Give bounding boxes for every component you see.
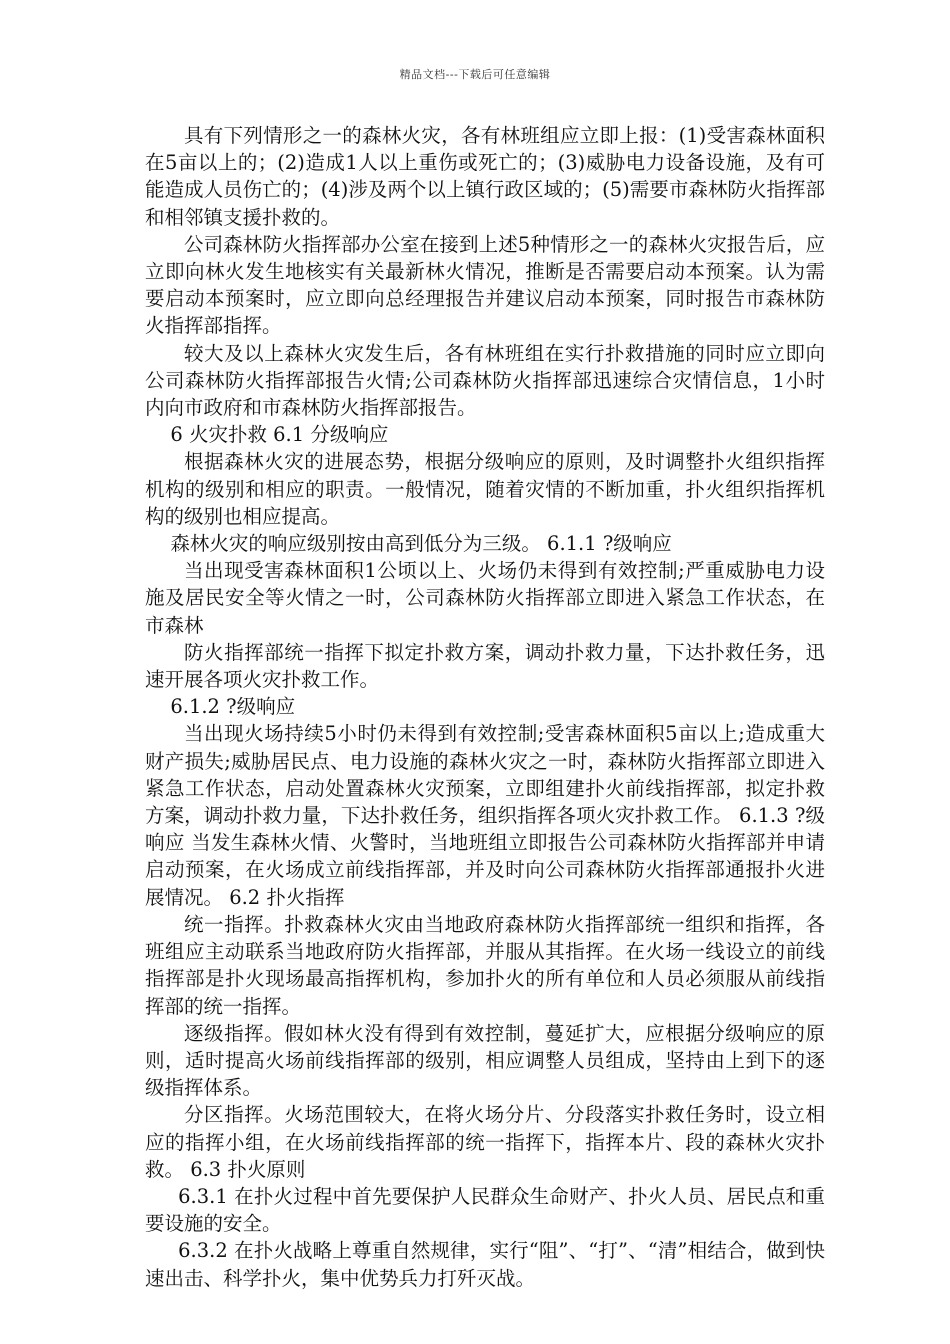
section-heading-6-1-2: 6.1.2 ?级响应 [170,695,296,719]
paragraph-zone-command: 分区指挥。火场范围较大，在将火场分片、分段落实扑救任务时，设立相应的指挥小组，在火场前线指挥部的统一指挥下，指挥本片、段的森林火灾扑救。 6.3 扑火原则 [145,1103,825,1181]
page-header: 精品文档---下载后可任意编辑 [399,68,551,81]
paragraph-major-fire-report: 较大及以上森林火灾发生后，各有林班组在实行扑救措施的同时应立即向公司森林防火指挥部报告火情;公司森林防火指挥部迅速综合灾情信息，1小时内向市政府和市森林防火指挥部报告。 [145,341,825,420]
paragraph-response-levels: 森林火灾的响应级别按由高到低分为三级。 6.1.1 ?级响应 [170,532,672,556]
paragraph-unified-command: 统一指挥。扑救森林火灾由当地政府森林防火指挥部统一组织和指挥，各班组应主动联系当地政府防火指挥部，并服从其指挥。在火场一线设立的前线指挥部是扑火现场最高指挥机构，参加扑火的所有单位和人员必须服从前线指挥部的统一指挥。 [145,912,825,1018]
paragraph-principle-6-3-1: 6.3.1 在扑火过程中首先要保护人民群众生命财产、扑火人员、居民点和重要设施的安全。 [145,1184,825,1236]
section-heading-fire-fighting: 6 火灾扑救 6.1 分级响应 [170,423,389,447]
paragraph-level-2-response: 当出现火场持续5小时仍未得到有效控制;受害森林面积5亩以上;造成重大财产损失;威胁居民点、电力设施的森林火灾之一时，森林防火指挥部立即进入紧急工作状态，启动处置森林火灾预案，立即组建扑火前线指挥部，拟定扑救方案，调动扑救力量，下达扑救任务，组织指挥各项火灾扑救工作。 6.1.3 ?级响应 当发生森林火情、火警时，当地班组立即报告公司森林防火指挥部并申请启动预案，在火场成立前线指挥部，并及时向公司森林防火指挥部通报扑火进展情况。 6.2 扑火指挥 [145,722,825,909]
paragraph-step-command: 逐级指挥。假如林火没有得到有效控制，蔓延扩大，应根据分级响应的原则，适时提高火场前线指挥部的级别，相应调整人员组成，坚持由上到下的逐级指挥体系。 [145,1021,825,1100]
paragraph-report-conditions: 具有下列情形之一的森林火灾，各有林班组应立即上报：(1)受害森林面积在5亩以上的；(2)造成1人以上重伤或死亡的；(3)威胁电力设备设施，及有可能造成人员伤亡的；(4)涉及两个以上镇行政区域的；(5)需要市森林防火指挥部和相邻镇支援扑救的。 [145,124,825,229]
paragraph-office-verification: 公司森林防火指挥部办公室在接到上述5种情形之一的森林火灾报告后，应立即向林火发生地核实有关最新林火情况，推断是否需要启动本预案。认为需要启动本预案时，应立即向总经理报告并建议启动本预案，同时报告市森林防火指挥部指挥。 [145,232,825,338]
paragraph-graded-response: 根据森林火灾的进展态势，根据分级响应的原则，及时调整扑火组织指挥机构的级别和相应的职责。一般情况，随着灾情的不断加重，扑火组织指挥机构的级别也相应提高。 [145,450,825,528]
document-body [145,122,825,1292]
paragraph-principle-6-3-2: 6.3.2 在扑火战略上尊重自然规律，实行“阻”、“打”、“清”相结合，做到快速出击、科学扑火，集中优势兵力打歼灭战。 [145,1239,825,1290]
paragraph-level-1-continued: 防火指挥部统一指挥下拟定扑救方案，调动扑救力量，下达扑救任务，迅速开展各项火灾扑救工作。 [145,640,825,692]
paragraph-level-1-response: 当出现受害森林面积1公顷以上、火场仍未得到有效控制;严重威胁电力设施及居民安全等火情之一时，公司森林防火指挥部立即进入紧急工作状态，在市森林 [145,559,825,637]
